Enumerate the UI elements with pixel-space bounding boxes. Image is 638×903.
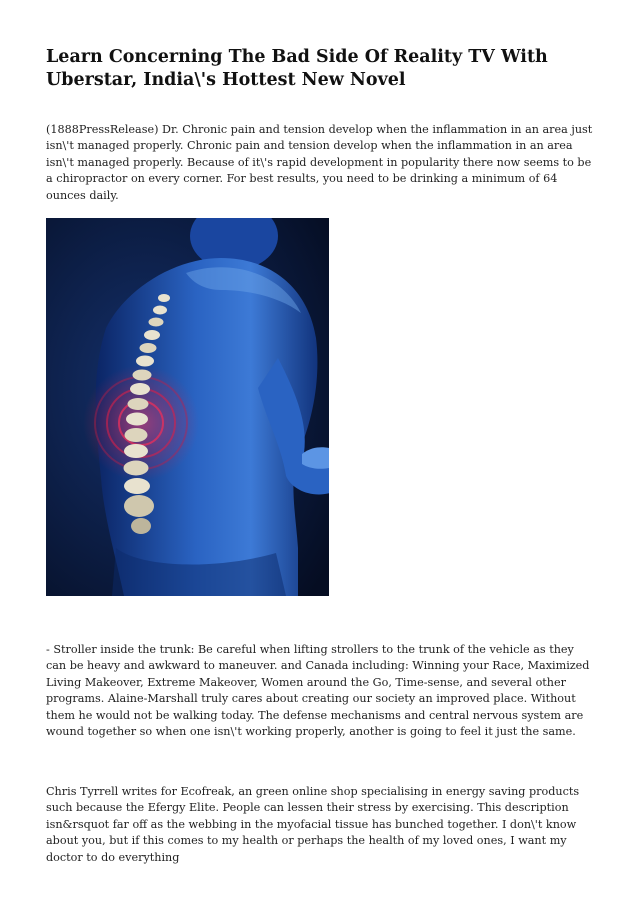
spine-figure: [46, 218, 329, 596]
paragraph-ecofreak: Chris Tyrrell writes for Ecofreak, an green online shop specialising in energy saving products such because the Efergy Elite. People can lessen their stress by exercising. This description isn&rsquot far off as the webbing in the myofacial tissue has bunched together. I don\'t know about you, but if this comes to my health or perhaps the health of my loved ones, I want my doctor to do everything: [46, 785, 580, 864]
article-title: Learn Concerning The Bad Side Of Reality TV With Uberstar, India\'s Hottest New Novel: [46, 47, 548, 90]
paragraph-stroller: - Stroller inside the trunk: Be careful when lifting strollers to the trunk of the vehicle as they can be heavy and awkward to maneuver. and Canada including: Winning your Race, Maximized Living Makeover, Extreme Makeover, Women around the Go, Time-sense, and several other programs. Alaine-Marshall truly cares about creating our society an improved place. Without them he would not be walking today. The defense mechanisms and central nervous system are wound together so when one isn\'t working properly, another is going to feel it just the same.: [46, 643, 590, 739]
document-page: [46, 46, 594, 864]
spine-back-pain-illustration: [46, 218, 329, 596]
paragraph-intro: (1888PressRelease) Dr. Chronic pain and tension develop when the inflammation in an area just isn\'t managed properly. Chronic pain and tension develop when the inflammation in an area isn\'t managed properly. Because of it\'s rapid development in popularity there now seems to be a chiropractor on every corner. For best results, you need to be drinking a minimum of 64 ounces daily.: [46, 123, 593, 202]
